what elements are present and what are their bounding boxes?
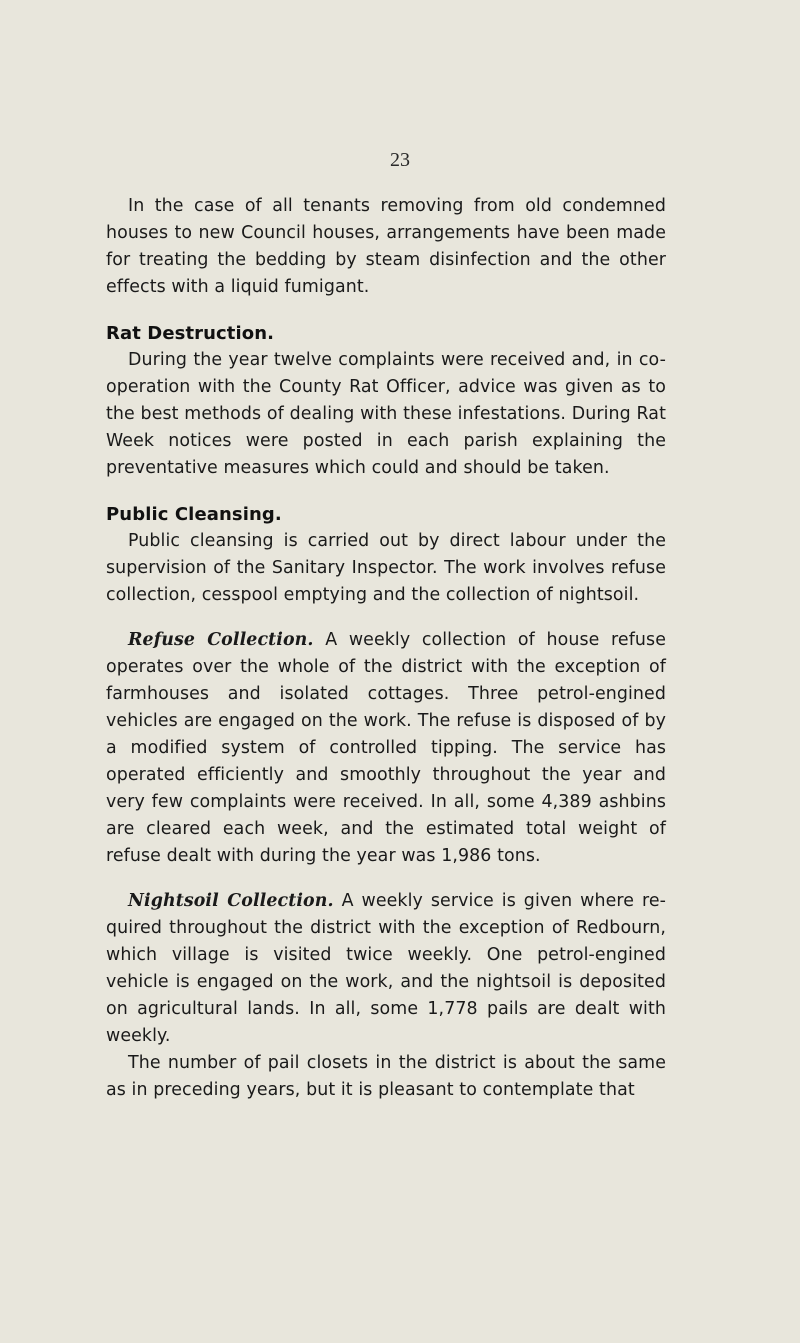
page-body: [106, 193, 666, 1104]
public-cleansing-heading: Public Cleansing.: [106, 504, 282, 525]
refuse-collection-lead: Refuse Collection.: [128, 630, 314, 650]
refuse-collection-text: A weekly collection of house refuse operates over the whole of the district with the exception of farmhouses and isolated cottages. Three petrol-engined vehicles are engaged on the work. The refuse is disposed of by a modified system of controlled tipping. The service has operated efficiently and smoothly throughout the year and very few complaints were received. In all, some 4,389 ashbins are cleared each week, and the estimated total weight of refuse dealt with during the year was 1,986 tons.: [106, 630, 666, 866]
nightsoil-collection-text: A weekly service is given where re- quired throughout the district with the exception of Redbourn, which village is visited twice weekly. One petrol-engined vehicle is engaged on the work, and the nightsoil is deposited on agricultural lands. In all, some 1,778 pails are dealt with weekly.: [106, 891, 667, 1046]
intro-paragraph: In the case of all tenants removing from old condemned houses to new Council houses, arrangements have been made for treating the bedding by steam disinfection and the other effects with a liquid fumigant.: [106, 196, 666, 297]
pail-closets-paragraph: The number of pail closets in the district is about the same as in preceding years, but it is pleasant to contemplate that: [106, 1053, 666, 1100]
refuse-collection-paragraph: [106, 627, 666, 870]
public-cleansing-paragraph: Public cleansing is carried out by direct labour under the supervision of the Sanitary Inspector. The work involves refuse collection, cesspool emptying and the collection of nightsoil.: [106, 531, 666, 605]
rat-destruction-paragraph: During the year twelve complaints were received and, in co-operation with the County Rat Officer, advice was given as to the best methods of dealing with these infestations. During Rat Week notices were posted in each parish explaining the preventative measures which could and should be taken.: [106, 350, 666, 478]
rat-destruction-heading: Rat Destruction.: [106, 323, 275, 344]
nightsoil-collection-lead: Nightsoil Collection.: [128, 891, 334, 911]
page-number: 23: [390, 149, 410, 171]
nightsoil-collection-paragraph: [106, 888, 666, 1050]
